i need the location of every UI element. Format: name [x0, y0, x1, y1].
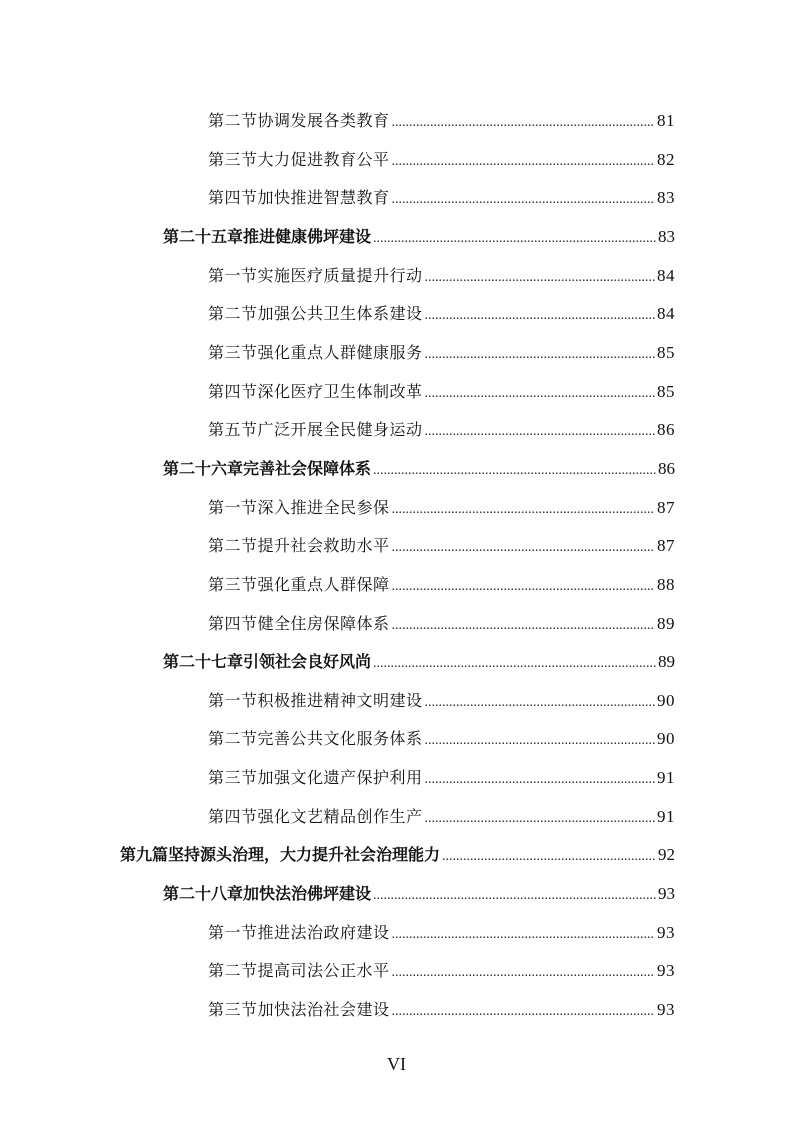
toc-entry-page: 91 — [657, 768, 675, 787]
toc-chapter-entry — [163, 649, 675, 675]
toc-entry-title: 加快法治社会建设 — [257, 999, 390, 1019]
toc-entry-number: 第三节 — [208, 342, 258, 362]
toc-entry-title: 强化重点人群保障 — [257, 574, 390, 594]
toc-dot-leader — [392, 497, 655, 523]
toc-entry-page: 81 — [657, 111, 675, 130]
toc-entry-page: 88 — [657, 574, 675, 594]
toc-entry-number: 第二十七章 — [163, 652, 244, 672]
toc-dot-leader — [392, 187, 655, 213]
toc-entry-page: 93 — [657, 961, 675, 981]
toc-entry-title: 推进法治政府建设 — [257, 922, 390, 942]
toc-entry-number: 第四节 — [208, 613, 258, 633]
toc-dot-leader — [392, 149, 655, 175]
toc-entry-title: 强化重点人群健康服务 — [257, 342, 423, 362]
toc-entry-title: 实施医疗质量提升行动 — [257, 265, 423, 285]
toc-entry-title: 完善社会保障体系 — [243, 458, 372, 478]
toc-dot-leader — [392, 922, 655, 948]
toc-chapter-entry — [163, 224, 675, 250]
toc-dot-leader — [373, 651, 656, 677]
toc-entry-page: 89 — [658, 652, 675, 672]
toc-dot-leader — [425, 381, 655, 407]
toc-entry-number: 第五节 — [208, 420, 258, 440]
toc-section-entry — [208, 340, 675, 366]
toc-entry-page: 83 — [658, 226, 675, 246]
toc-entry-number: 第九篇 — [120, 845, 169, 865]
toc-dot-leader — [425, 303, 655, 329]
toc-entry-title: 完善公共文化服务体系 — [257, 729, 423, 749]
toc-entry-page: 93 — [658, 884, 675, 903]
toc-entry-number: 第三节 — [208, 768, 258, 787]
toc-dot-leader — [425, 690, 655, 716]
toc-dot-leader — [373, 226, 656, 252]
toc-dot-leader — [425, 265, 655, 291]
toc-entry-title: 坚持源头治理，大力提升社会治理能力 — [168, 845, 441, 865]
toc-entry-number: 第一节 — [208, 922, 258, 942]
toc-entry-page: 86 — [658, 458, 675, 478]
toc-entry-number: 第四节 — [208, 381, 258, 401]
toc-dot-leader — [425, 419, 655, 445]
toc-entry-number: 第二十八章 — [163, 884, 244, 903]
toc-section-entry — [208, 572, 675, 598]
toc-section-entry — [208, 263, 675, 289]
toc-dot-leader — [425, 342, 655, 368]
toc-entry-title: 加快法治佛坪建设 — [243, 884, 372, 903]
toc-entry-title: 健全住房保障体系 — [257, 613, 390, 633]
toc-dot-leader — [392, 999, 655, 1025]
toc-dot-leader — [425, 728, 655, 754]
toc-entry-number: 第二十六章 — [163, 458, 244, 478]
toc-entry-page: 91 — [657, 806, 675, 826]
toc-entry-title: 加快推进智慧教育 — [257, 188, 390, 208]
toc-entry-page: 89 — [657, 613, 675, 633]
toc-entry-page: 84 — [657, 265, 675, 285]
toc-entry-page: 85 — [657, 381, 675, 401]
toc-entry-title: 广泛开展全民健身运动 — [257, 420, 423, 440]
toc-dot-leader — [392, 613, 655, 639]
toc-entry-page: 86 — [657, 420, 675, 440]
toc-entry-number: 第一节 — [208, 690, 258, 710]
toc-entry-title: 强化文艺精品创作生产 — [257, 806, 423, 826]
toc-entry-number: 第二节 — [208, 961, 258, 981]
toc-section-entry — [208, 958, 675, 984]
toc-section-entry — [208, 920, 675, 946]
toc-entry-page: 87 — [657, 497, 675, 517]
toc-entry-number: 第二节 — [208, 304, 258, 324]
toc-dot-leader — [392, 110, 655, 136]
toc-dot-leader — [373, 458, 656, 484]
toc-dot-leader — [392, 574, 655, 600]
toc-entry-page: 85 — [657, 342, 675, 362]
toc-section-entry — [208, 997, 675, 1023]
toc-section-entry — [208, 726, 675, 752]
toc-entry-page: 82 — [657, 149, 675, 169]
toc-entry-number: 第二十五章 — [163, 226, 244, 246]
page-number-footer: VI — [387, 1054, 406, 1074]
toc-section-entry — [208, 147, 675, 173]
toc-section-entry — [208, 108, 675, 134]
toc-entry-title: 积极推进精神文明建设 — [257, 690, 423, 710]
toc-entry-page: 84 — [657, 304, 675, 324]
toc-section-entry — [208, 688, 675, 714]
toc-entry-page: 83 — [657, 188, 675, 208]
toc-part-entry — [120, 842, 675, 868]
toc-entry-number: 第二节 — [208, 729, 258, 749]
toc-entry-title: 提升社会救助水平 — [257, 536, 390, 556]
toc-section-entry — [208, 185, 675, 211]
toc-entry-number: 第四节 — [208, 188, 258, 208]
toc-dot-leader — [425, 806, 655, 832]
toc-section-entry — [208, 765, 675, 791]
toc-entry-title: 推进健康佛坪建设 — [243, 226, 372, 246]
toc-dot-leader — [425, 767, 655, 793]
toc-entry-number: 第四节 — [208, 806, 258, 826]
toc-dot-leader — [392, 535, 655, 561]
toc-entry-number: 第三节 — [208, 149, 258, 169]
toc-chapter-entry — [163, 881, 675, 907]
toc-entry-page: 87 — [657, 536, 675, 556]
toc-section-entry — [208, 495, 675, 521]
toc-entry-number: 第二节 — [208, 536, 258, 556]
toc-entry-number: 第一节 — [208, 265, 258, 285]
toc-chapter-entry — [163, 456, 675, 482]
toc-entry-title: 协调发展各类教育 — [257, 111, 390, 130]
toc-entry-page: 93 — [657, 922, 675, 942]
toc-entry-number: 第三节 — [208, 574, 258, 594]
toc-dot-leader — [373, 883, 656, 909]
toc-entry-title: 加强文化遗产保护利用 — [257, 768, 423, 787]
toc-entry-number: 第三节 — [208, 999, 258, 1019]
toc-entry-page: 90 — [657, 690, 675, 710]
toc-entry-number: 第一节 — [208, 497, 258, 517]
toc-entry-number: 第二节 — [208, 111, 258, 130]
toc-entry-title: 引领社会良好风尚 — [243, 652, 372, 672]
toc-section-entry — [208, 533, 675, 559]
toc-entry-title: 加强公共卫生体系建设 — [257, 304, 423, 324]
toc-entry-page: 93 — [657, 999, 675, 1019]
toc-entry-title: 提高司法公正水平 — [257, 961, 390, 981]
toc-section-entry — [208, 417, 675, 443]
toc-entry-page: 92 — [658, 845, 675, 865]
toc-dot-leader — [442, 844, 656, 870]
toc-section-entry — [208, 379, 675, 405]
toc-dot-leader — [392, 960, 655, 986]
toc-section-entry — [208, 611, 675, 637]
toc-section-entry — [208, 301, 675, 327]
toc-entry-title: 大力促进教育公平 — [257, 149, 390, 169]
toc-entry-title: 深化医疗卫生体制改革 — [257, 381, 423, 401]
toc-section-entry — [208, 804, 675, 830]
toc-entry-page: 90 — [657, 729, 675, 749]
toc-entry-title: 深入推进全民参保 — [257, 497, 390, 517]
